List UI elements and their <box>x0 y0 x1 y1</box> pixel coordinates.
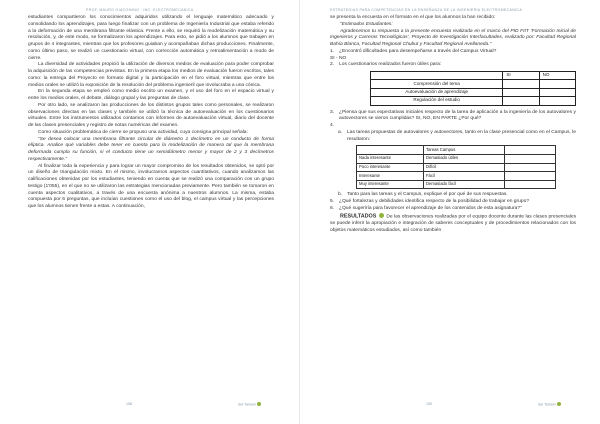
right-page <box>300 0 600 424</box>
table-row: Comprensión del tema <box>371 80 576 88</box>
question-2: 2. Los cuestionarios realizados fueron útiles para: <box>330 62 442 68</box>
question-3: 3. ¿Piensa que sus expectativas iniciales respecto de la tarea de aplicación a la ingeniería de los autovalores y autovectores se vieron cumplidas? SI, NO, EN PARTE ¿Por qué? <box>330 109 576 122</box>
table-header-no: NO <box>539 72 575 80</box>
paragraph: La diversidad de actividades propició la utilización de diversos medios de evaluación para poder comprobar la adquisición de las competencias previstas. En la primera etapa los medios de evaluación fueron escritos, tales como: la entrega del Proyecto en formato digital y la participación en el foro virtual, mientras que entre los medios orales se utilizó la exposición de la resolución del problema ingenieril que involucraba a una cónica. <box>28 62 274 88</box>
task-rating-table <box>356 145 556 189</box>
right-running-header: ESTRATEGIAS PARA COMPETENCIAS EN LA ENSEÑANZA DE LA INGENIERÍA ELECTROMECÁNICA <box>330 8 523 12</box>
bullet-icon <box>379 213 384 218</box>
publisher-brand: Sel Tainam <box>238 402 261 407</box>
table-row: Muy interesante Demasiado fácil <box>357 180 556 189</box>
problem-quote: “Se desea colocar una membrana filtrante circular de diámetro 1 decímetro en un conducto de forma elíptica. Analice qué variables debe tener en cuenta para la modelización de manera tal que la membrana deformada cumpla su función, si el conducto tiene un semidiámetro menor y mayor de 2 y 3 decímetros respectivamente.” <box>28 136 274 162</box>
paragraph: Al finalizar toda la experiencia y para lograr un mayor compromiso de los resultados obtenidos, se optó por un diseño de triangulación mixto. En el mismo, involucramos aspectos cuantitativos, cuando analizamos las calificaciones obtenidas por los estudiantes, teniendo en cuenta que se realizó una comparación con un grupo testigo (1'055), en el que no se utilizaron las estrategias mencionadas previamente. Pero también se tomaron en cuenta aspectos cualitativos, a través de una encuesta anónima a nuestros alumnos. La misma, estaba compuesta por 6 preguntas, que incluían cuestiones como el uso del blog, el campus virtual y las percepciones que los alumnos tienen frente a estas. A continuación, <box>28 163 274 209</box>
survey-intro: se presenta la encuesta en el formato en el que los alumnos la han recibido: <box>330 15 496 20</box>
question-4: 4. <box>330 123 335 129</box>
paragraph: Como situación problemática de cierre se propuso una actividad, cuya consigna principal señala: <box>38 129 248 135</box>
table-row: Interesante Fácil <box>357 172 556 181</box>
page-number: 158 <box>126 402 132 406</box>
results-heading: RESULTADOS <box>340 213 377 220</box>
paragraph: Por otro lado, se analizaron las producciones de los distintos grupos tales como personales, se realizaron observaciones directas en las clases y también se utilizó la técnica de autoevaluación en los cuestionarios virtuales. Entre los instrumentos utilizados contamos con informes de autoevaluación virtual, diario del docente de las clases presenciales y registro de notas numéricas del examen. <box>28 102 274 128</box>
question-4a: a. Las tareas propuestas de autovalores y autovectores, tanto en la clase presencial como en el Campus, le resultaron: <box>338 129 576 142</box>
table-header-si: SI <box>503 72 539 80</box>
table-header-row <box>371 72 576 80</box>
right-body <box>330 15 576 234</box>
usefulness-table <box>370 71 576 106</box>
left-running-header: PROF. MAURO GIACOMINO · INC. ELECTROMECÁNICA <box>86 8 194 12</box>
survey-greeting: “Estimados Estudiantes: <box>340 21 393 27</box>
question-4b: b. Tanto para las tareas y el Campus, explique el por qué de sus respuestas. <box>338 192 508 198</box>
question-6: 6. ¿Qué sugeriría para favorecer el aprendizaje de los contenidos de esta asignatura?” <box>330 205 522 211</box>
question-5: 5. ¿Qué fortalezas y debilidades identifica respecto de la posibilidad de trabajar en grupo? <box>330 199 530 205</box>
publisher-brand: Sel Tainam <box>538 402 561 407</box>
brand-logo-icon <box>557 402 561 406</box>
question-1: 1. ¿Encontró dificultades para desempeñarse a través del Campus Virtual? <box>330 48 497 54</box>
table-header-row: Tareas Campus <box>357 146 556 155</box>
table-row: Poco interesante Difícil <box>357 163 556 172</box>
question-1-answer: SI - NO <box>330 55 347 61</box>
table-row: Nada interesante Demasiado útiles <box>357 154 556 163</box>
paragraph: En la segunda etapa se empleó como medio escrito un examen, y el uso del foro en el espacio virtual y entre los medios orales, el debate, diálogo grupal y las preguntas de clase. <box>28 89 274 101</box>
paragraph: estudiantes compartieron los conocimientos adquiridos utilizando el lenguaje matemático adecuado y consolidando los aprendizajes, para luego finalizar con un problema de Ingeniería Industrial que estaba referido a la deformación de una membrana filtrante elástica. Frente a ello, se requirió la modelización matemática y su resolución, y, de este modo, se formalizaron los aprendizajes. Para esto, se pidió a los alumnos que trabajen en grupos de 4 integrantes, mientras que los profesores guiaban y acompañaban dichas producciones. Finalmente, como último paso, se realizó un cuestionario virtual, con corrección automática y retroalimentación a modo de cierre. <box>28 15 274 61</box>
table-row: Regulación del estudio <box>371 97 576 105</box>
brand-logo-icon <box>257 402 261 406</box>
survey-request: Agradecemos tu respuesta a la presente encuesta realizada en el marco del PID FIIT ‘Formación Inicial de Ingenieros y Carreras Tecnológicas’, Proyecto de Investigación Interfacultades, realizado por: Facultad Regional Bahía Blanca, Facultad Regional Chubut y Facultad Regional Avellaneda.” <box>330 28 576 47</box>
results-paragraph: RESULTADOS De las observaciones realizadas por el equipo docente durante las clases presenciales se puede inferir la apropiación e integración de saberes conceptuales y de procedimientos relacionados con los objetos matemáticos estudiados, así como también <box>330 213 577 233</box>
left-body <box>28 15 274 211</box>
page-number: 159 <box>426 402 432 406</box>
table-row: Autoevaluación de aprendizaje <box>371 88 576 96</box>
